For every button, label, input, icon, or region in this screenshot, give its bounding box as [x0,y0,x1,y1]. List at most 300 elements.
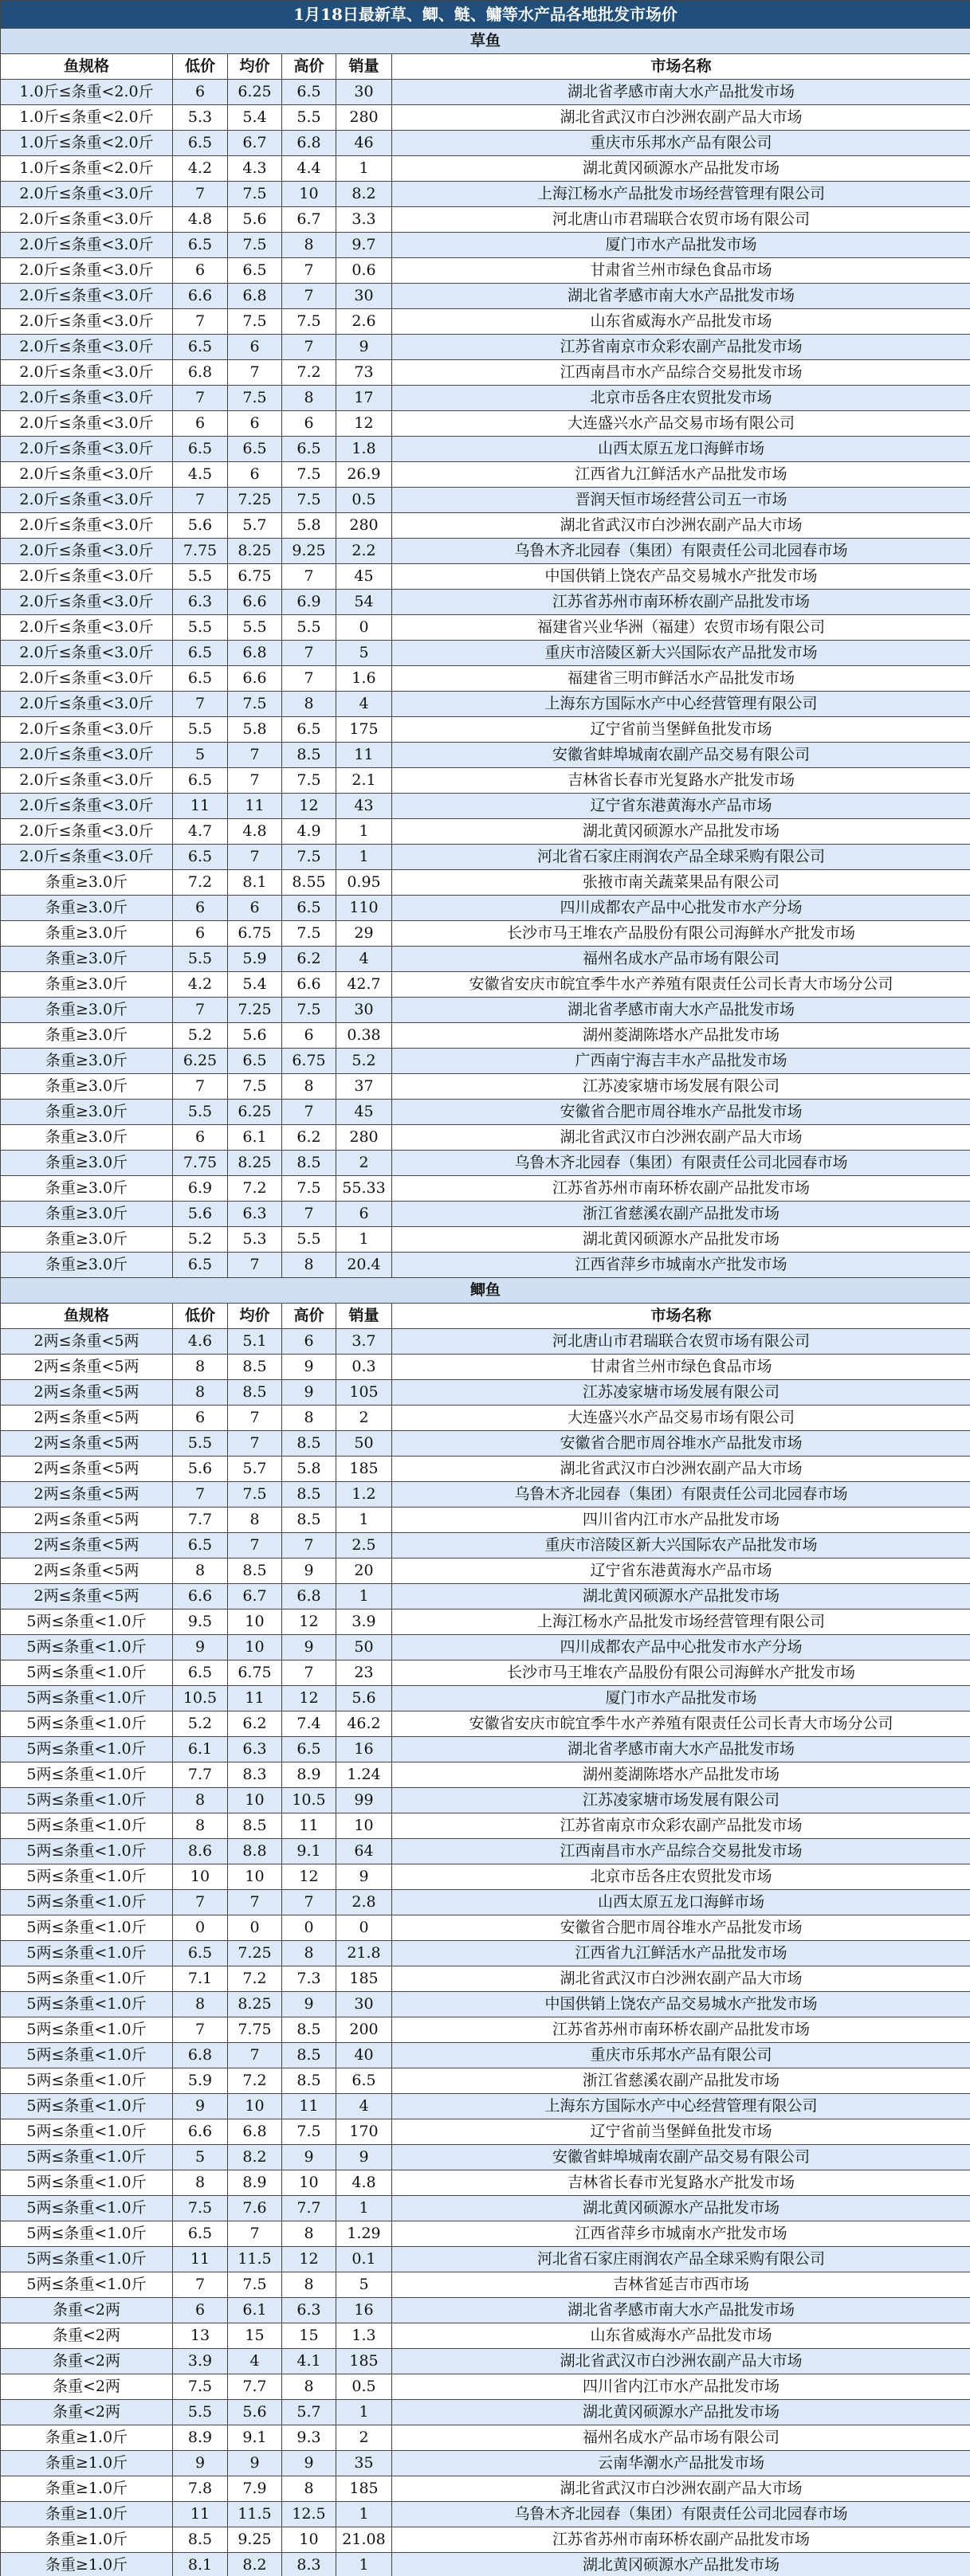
avg-price-cell: 6.5 [228,1049,282,1074]
avg-price-cell: 6.75 [228,921,282,947]
volume-cell: 45 [336,564,392,590]
low-price-cell: 6.5 [173,437,228,462]
column-header-row [1,54,970,80]
market-name-cell: 湖北黄冈硕源水产品批发市场 [392,156,970,182]
high-price-cell: 7 [282,1660,336,1686]
market-name-cell: 吉林省长春市光复路水产批发市场 [392,768,970,794]
volume-cell: 5.2 [336,1049,392,1074]
avg-price-cell: 5.6 [228,207,282,233]
market-name-cell: 湖北黄冈硕源水产品批发市场 [392,1227,970,1253]
table-row [1,615,970,641]
section-title: 鲫鱼 [1,1278,970,1304]
spec-cell: 条重≥3.0斤 [1,972,173,998]
high-price-cell: 6.5 [282,717,336,743]
column-header: 高价 [282,54,336,80]
market-name-cell: 上海东方国际水产中心经营管理有限公司 [392,2094,970,2119]
volume-cell: 16 [336,1737,392,1762]
table-row [1,488,970,513]
avg-price-cell: 7.7 [228,2374,282,2400]
low-price-cell: 7.75 [173,1151,228,1176]
high-price-cell: 10.5 [282,1788,336,1813]
volume-cell: 280 [336,105,392,131]
table-row [1,1966,970,1992]
low-price-cell: 6 [173,2298,228,2323]
high-price-cell: 8 [282,1074,336,1100]
spec-cell: 2.0斤≤条重<3.0斤 [1,845,173,870]
spec-cell: 条重<2两 [1,2298,173,2323]
avg-price-cell: 5.8 [228,717,282,743]
high-price-cell: 9 [282,2145,336,2170]
volume-cell: 1 [336,819,392,845]
spec-cell: 2两≤条重<5两 [1,1482,173,1508]
market-name-cell: 晋润天恒市场经营公司五一市场 [392,488,970,513]
low-price-cell: 4.6 [173,1329,228,1355]
high-price-cell: 4.9 [282,819,336,845]
market-name-cell: 江西省萍乡市城南水产批发市场 [392,2221,970,2247]
avg-price-cell: 5.6 [228,1023,282,1049]
volume-cell: 17 [336,386,392,411]
high-price-cell: 7.5 [282,462,336,488]
high-price-cell: 8 [282,2374,336,2400]
spec-cell: 5两≤条重<1.0斤 [1,1660,173,1686]
spec-cell: 2.0斤≤条重<3.0斤 [1,233,173,258]
spec-cell: 2.0斤≤条重<3.0斤 [1,666,173,692]
market-name-cell: 厦门市水产品批发市场 [392,1686,970,1711]
spec-cell: 5两≤条重<1.0斤 [1,1635,173,1660]
low-price-cell: 4.7 [173,819,228,845]
table-row [1,462,970,488]
volume-cell: 45 [336,1100,392,1125]
high-price-cell: 7.2 [282,360,336,386]
column-header: 鱼规格 [1,1304,173,1329]
low-price-cell: 5.5 [173,564,228,590]
table-row [1,845,970,870]
avg-price-cell: 10 [228,2094,282,2119]
low-price-cell: 0 [173,1915,228,1941]
table-row [1,2196,970,2221]
spec-cell: 2.0斤≤条重<3.0斤 [1,386,173,411]
avg-price-cell: 8.9 [228,2170,282,2196]
market-name-cell: 上海江杨水产品批发市场经营管理有限公司 [392,182,970,207]
spec-cell: 5两≤条重<1.0斤 [1,1966,173,1992]
volume-cell: 1.6 [336,666,392,692]
table-row [1,2145,970,2170]
spec-cell: 5两≤条重<1.0斤 [1,1992,173,2017]
table-row [1,2323,970,2349]
market-name-cell: 安徽省蚌埠城南农副产品交易有限公司 [392,743,970,768]
high-price-cell: 7.5 [282,1176,336,1202]
low-price-cell: 5 [173,2145,228,2170]
high-price-cell: 8 [282,1253,336,1278]
avg-price-cell: 7.25 [228,1941,282,1966]
volume-cell: 0.95 [336,870,392,896]
avg-price-cell: 15 [228,2323,282,2349]
volume-cell: 185 [336,1966,392,1992]
spec-cell: 5两≤条重<1.0斤 [1,2094,173,2119]
market-name-cell: 江苏省南京市众彩农副产品批发市场 [392,335,970,360]
table-row [1,1813,970,1839]
table-row [1,2349,970,2374]
low-price-cell: 6.6 [173,2119,228,2145]
avg-price-cell: 8.3 [228,1762,282,1788]
table-row [1,1482,970,1508]
table-row [1,1227,970,1253]
avg-price-cell: 7 [228,2221,282,2247]
low-price-cell: 8.5 [173,2527,228,2553]
high-price-cell: 10 [282,182,336,207]
table-row [1,1762,970,1788]
volume-cell: 6.5 [336,2068,392,2094]
volume-cell: 1.8 [336,437,392,462]
high-price-cell: 8.9 [282,1762,336,1788]
low-price-cell: 6.3 [173,590,228,615]
high-price-cell: 9 [282,2451,336,2476]
volume-cell: 1 [336,2553,392,2576]
low-price-cell: 10.5 [173,1686,228,1711]
market-name-cell: 山西太原五龙口海鲜市场 [392,437,970,462]
low-price-cell: 7 [173,1482,228,1508]
high-price-cell: 9 [282,1380,336,1406]
table-row [1,666,970,692]
market-name-cell: 河北省石家庄雨润农产品全球采购有限公司 [392,2247,970,2272]
avg-price-cell: 7.6 [228,2196,282,2221]
volume-cell: 0.5 [336,2374,392,2400]
high-price-cell: 10 [282,2170,336,2196]
column-header: 高价 [282,1304,336,1329]
high-price-cell: 8.5 [282,1482,336,1508]
avg-price-cell: 7.5 [228,1074,282,1100]
low-price-cell: 7 [173,1074,228,1100]
volume-cell: 2 [336,1151,392,1176]
spec-cell: 2.0斤≤条重<3.0斤 [1,692,173,717]
volume-cell: 3.9 [336,1610,392,1635]
low-price-cell: 7.5 [173,2196,228,2221]
spec-cell: 1.0斤≤条重<2.0斤 [1,105,173,131]
table-row [1,1253,970,1278]
low-price-cell: 5.9 [173,2068,228,2094]
high-price-cell: 8.55 [282,870,336,896]
market-name-cell: 浙江省慈溪农副产品批发市场 [392,1202,970,1227]
table-row [1,2221,970,2247]
high-price-cell: 7.5 [282,309,336,335]
table-row [1,1355,970,1380]
spec-cell: 5两≤条重<1.0斤 [1,1941,173,1966]
market-name-cell: 安徽省安庆市皖宜季牛水产养殖有限责任公司长青大市场分公司 [392,972,970,998]
table-row [1,1635,970,1660]
volume-cell: 42.7 [336,972,392,998]
low-price-cell: 6.5 [173,641,228,666]
spec-cell: 5两≤条重<1.0斤 [1,2068,173,2094]
table-row [1,2094,970,2119]
spec-cell: 2.0斤≤条重<3.0斤 [1,717,173,743]
market-name-cell: 江苏省南京市众彩农副产品批发市场 [392,1813,970,1839]
table-row [1,1049,970,1074]
avg-price-cell: 7 [228,1890,282,1915]
table-row [1,1202,970,1227]
volume-cell: 37 [336,1074,392,1100]
low-price-cell: 6.5 [173,233,228,258]
volume-cell: 30 [336,998,392,1023]
high-price-cell: 5.5 [282,105,336,131]
spec-cell: 5两≤条重<1.0斤 [1,1686,173,1711]
spec-cell: 2.0斤≤条重<3.0斤 [1,768,173,794]
low-price-cell: 6.5 [173,1533,228,1559]
low-price-cell: 6.5 [173,845,228,870]
high-price-cell: 0 [282,1915,336,1941]
avg-price-cell: 5.4 [228,972,282,998]
high-price-cell: 8 [282,1406,336,1431]
market-name-cell: 湖北省孝感市南大水产品批发市场 [392,998,970,1023]
avg-price-cell: 7.5 [228,386,282,411]
high-price-cell: 7.5 [282,768,336,794]
volume-cell: 73 [336,360,392,386]
high-price-cell: 7 [282,335,336,360]
avg-price-cell: 6.6 [228,666,282,692]
low-price-cell: 9 [173,1635,228,1660]
avg-price-cell: 6.8 [228,2119,282,2145]
avg-price-cell: 5.3 [228,1227,282,1253]
low-price-cell: 5.5 [173,1431,228,1457]
low-price-cell: 11 [173,2502,228,2527]
spec-cell: 5两≤条重<1.0斤 [1,2272,173,2298]
market-name-cell: 福建省三明市鲜活水产品批发市场 [392,666,970,692]
table-row [1,1508,970,1533]
low-price-cell: 6 [173,80,228,105]
high-price-cell: 8.5 [282,1508,336,1533]
volume-cell: 21.8 [336,1941,392,1966]
avg-price-cell: 8.25 [228,1151,282,1176]
high-price-cell: 9 [282,1559,336,1584]
market-name-cell: 乌鲁木齐北园春（集团）有限责任公司北园春市场 [392,539,970,564]
market-name-cell: 湖北省孝感市南大水产品批发市场 [392,284,970,309]
market-name-cell: 江西南昌市水产品综合交易批发市场 [392,1839,970,1864]
market-name-cell: 吉林省长春市光复路水产批发市场 [392,2170,970,2196]
low-price-cell: 6.5 [173,1660,228,1686]
low-price-cell: 6 [173,921,228,947]
market-name-cell: 安徽省合肥市周谷堆水产品批发市场 [392,1431,970,1457]
avg-price-cell: 7 [228,2043,282,2068]
avg-price-cell: 6 [228,411,282,437]
high-price-cell: 8.5 [282,2068,336,2094]
table-row [1,1176,970,1202]
low-price-cell: 9 [173,2094,228,2119]
market-name-cell: 四川省内江市水产品批发市场 [392,2374,970,2400]
volume-cell: 8.2 [336,182,392,207]
volume-cell: 2.1 [336,768,392,794]
low-price-cell: 7 [173,998,228,1023]
table-row [1,1559,970,1584]
volume-cell: 0.5 [336,488,392,513]
high-price-cell: 8 [282,386,336,411]
avg-price-cell: 7.5 [228,692,282,717]
market-name-cell: 辽宁省东港黄海水产品市场 [392,1559,970,1584]
volume-cell: 4 [336,692,392,717]
market-name-cell: 湖北省孝感市南大水产品批发市场 [392,1737,970,1762]
low-price-cell: 7 [173,1890,228,1915]
market-name-cell: 河北省石家庄雨润农产品全球采购有限公司 [392,845,970,870]
spec-cell: 5两≤条重<1.0斤 [1,2221,173,2247]
low-price-cell: 7.7 [173,1508,228,1533]
low-price-cell: 7 [173,2017,228,2043]
market-name-cell: 大连盛兴水产品交易市场有限公司 [392,1406,970,1431]
column-header: 销量 [336,54,392,80]
market-name-cell: 江苏凌家塘市场发展有限公司 [392,1788,970,1813]
market-name-cell: 长沙市马王堆农产品股份有限公司海鲜水产批发市场 [392,1660,970,1686]
table-row [1,1686,970,1711]
volume-cell: 29 [336,921,392,947]
low-price-cell: 6 [173,1125,228,1151]
high-price-cell: 6.5 [282,896,336,921]
volume-cell: 185 [336,2349,392,2374]
spec-cell: 2.0斤≤条重<3.0斤 [1,513,173,539]
high-price-cell: 6.75 [282,1049,336,1074]
market-name-cell: 乌鲁木齐北园春（集团）有限责任公司北园春市场 [392,2502,970,2527]
low-price-cell: 6.5 [173,768,228,794]
spec-cell: 条重<2两 [1,2374,173,2400]
spec-cell: 2两≤条重<5两 [1,1431,173,1457]
volume-cell: 99 [336,1788,392,1813]
high-price-cell: 7.4 [282,1711,336,1737]
low-price-cell: 8.9 [173,2425,228,2451]
spec-cell: 条重≥3.0斤 [1,1202,173,1227]
high-price-cell: 7 [282,641,336,666]
table-row [1,80,970,105]
volume-cell: 1 [336,1227,392,1253]
spec-cell: 条重≥3.0斤 [1,1100,173,1125]
avg-price-cell: 8.5 [228,1559,282,1584]
avg-price-cell: 7 [228,1533,282,1559]
spec-cell: 2两≤条重<5两 [1,1508,173,1533]
volume-cell: 9 [336,2145,392,2170]
market-name-cell: 湖北省武汉市白沙洲农副产品大市场 [392,1457,970,1482]
low-price-cell: 6.5 [173,2221,228,2247]
avg-price-cell: 6 [228,335,282,360]
spec-cell: 条重≥1.0斤 [1,2425,173,2451]
table-row [1,1584,970,1610]
volume-cell: 46 [336,131,392,156]
avg-price-cell: 4.8 [228,819,282,845]
avg-price-cell: 6.25 [228,1100,282,1125]
market-name-cell: 湖北黄冈硕源水产品批发市场 [392,1584,970,1610]
low-price-cell: 10 [173,1864,228,1890]
low-price-cell: 4.5 [173,462,228,488]
volume-cell: 1 [336,1508,392,1533]
avg-price-cell: 10 [228,1610,282,1635]
volume-cell: 1 [336,156,392,182]
low-price-cell: 7 [173,692,228,717]
high-price-cell: 6.7 [282,207,336,233]
volume-cell: 1.3 [336,2323,392,2349]
low-price-cell: 6 [173,1406,228,1431]
market-name-cell: 湖北省武汉市白沙洲农副产品大市场 [392,2349,970,2374]
high-price-cell: 12 [282,2247,336,2272]
high-price-cell: 7 [282,1100,336,1125]
avg-price-cell: 8.25 [228,1992,282,2017]
high-price-cell: 5.8 [282,513,336,539]
volume-cell: 20 [336,1559,392,1584]
table-row [1,539,970,564]
spec-cell: 条重≥3.0斤 [1,1253,173,1278]
market-name-cell: 四川成都农产品中心批发市水产分场 [392,896,970,921]
table-row [1,2272,970,2298]
high-price-cell: 12 [282,1610,336,1635]
table-row [1,1533,970,1559]
market-name-cell: 中国供销上饶农产品交易城水产批发市场 [392,564,970,590]
avg-price-cell: 11.5 [228,2247,282,2272]
volume-cell: 1 [336,2196,392,2221]
low-price-cell: 5.5 [173,947,228,972]
table-row [1,1074,970,1100]
avg-price-cell: 5.9 [228,947,282,972]
avg-price-cell: 5.7 [228,513,282,539]
avg-price-cell: 10 [228,1635,282,1660]
table-row [1,182,970,207]
spec-cell: 2两≤条重<5两 [1,1406,173,1431]
avg-price-cell: 7 [228,845,282,870]
low-price-cell: 5.5 [173,717,228,743]
avg-price-cell: 5.5 [228,615,282,641]
high-price-cell: 8.5 [282,743,336,768]
market-name-cell: 大连盛兴水产品交易市场有限公司 [392,411,970,437]
table-row [1,437,970,462]
spec-cell: 2.0斤≤条重<3.0斤 [1,743,173,768]
avg-price-cell: 10 [228,1788,282,1813]
avg-price-cell: 6.8 [228,284,282,309]
spec-cell: 条重≥1.0斤 [1,2476,173,2502]
market-name-cell: 山东省威海水产品批发市场 [392,2323,970,2349]
high-price-cell: 9 [282,1635,336,1660]
spec-cell: 条重≥3.0斤 [1,947,173,972]
table-row [1,819,970,845]
spec-cell: 1.0斤≤条重<2.0斤 [1,80,173,105]
high-price-cell: 6.5 [282,80,336,105]
spec-cell: 2两≤条重<5两 [1,1559,173,1584]
high-price-cell: 9.25 [282,539,336,564]
high-price-cell: 12 [282,794,336,819]
low-price-cell: 7 [173,488,228,513]
market-name-cell: 湖北黄冈硕源水产品批发市场 [392,819,970,845]
spec-cell: 5两≤条重<1.0斤 [1,2145,173,2170]
spec-cell: 2.0斤≤条重<3.0斤 [1,309,173,335]
table-row [1,692,970,717]
spec-cell: 2.0斤≤条重<3.0斤 [1,284,173,309]
volume-cell: 200 [336,2017,392,2043]
market-name-cell: 甘肃省兰州市绿色食品市场 [392,258,970,284]
high-price-cell: 6.5 [282,1737,336,1762]
avg-price-cell: 6.1 [228,2298,282,2323]
high-price-cell: 5.5 [282,1227,336,1253]
spec-cell: 条重≥1.0斤 [1,2502,173,2527]
high-price-cell: 6.3 [282,2298,336,2323]
market-name-cell: 厦门市水产品批发市场 [392,233,970,258]
high-price-cell: 5.7 [282,2400,336,2425]
table-row [1,1431,970,1457]
high-price-cell: 6 [282,411,336,437]
high-price-cell: 8.3 [282,2553,336,2576]
avg-price-cell: 6.5 [228,437,282,462]
avg-price-cell: 8.5 [228,1380,282,1406]
volume-cell: 0 [336,1915,392,1941]
spec-cell: 条重≥3.0斤 [1,896,173,921]
spec-cell: 条重≥3.0斤 [1,1176,173,1202]
market-name-cell: 湖北省武汉市白沙洲农副产品大市场 [392,513,970,539]
table-row [1,1329,970,1355]
avg-price-cell: 7 [228,1406,282,1431]
volume-cell: 105 [336,1380,392,1406]
volume-cell: 3.3 [336,207,392,233]
column-header: 均价 [228,54,282,80]
low-price-cell: 5.6 [173,513,228,539]
